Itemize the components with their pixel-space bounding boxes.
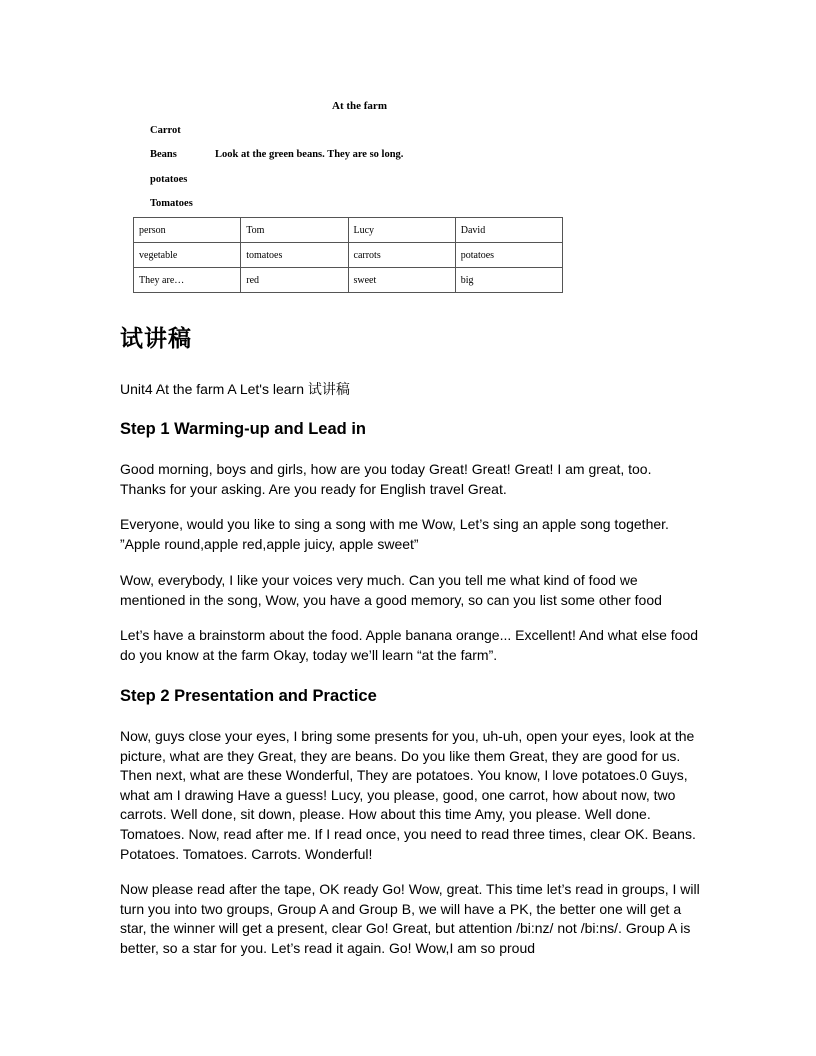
table-cell: red bbox=[241, 268, 348, 293]
paragraph: Now, guys close your eyes, I bring some presents for you, uh-uh, open your eyes, look at the picture, what are they Great, they are beans. Do you like them Great, they are good for us. Then next, what are these Wonderful, They are potatoes. You know, I love potatoes.0 Guys, what am I drawing Have a guess! Lucy, you please, good, one carrot, how about now, two carrots. Well done, sit down, please. How about this time Amy, you please. Well done. Tomatoes. Now, read after me. If I read once, you need to read three times, clear OK. Beans. Potatoes. Tomatoes. Carrots. Wonderful! bbox=[120, 728, 696, 862]
step1-heading: Step 1 Warming-up and Lead in bbox=[120, 420, 366, 438]
worksheet-title: At the farm bbox=[332, 100, 387, 112]
table-cell: vegetable bbox=[134, 243, 241, 268]
step2-heading: Step 2 Presentation and Practice bbox=[120, 687, 377, 705]
paragraph: Let’s have a brainstorm about the food. Apple banana orange... Excellent! And what else food do you know at the farm Okay, today we’ll learn “at the farm”. bbox=[120, 627, 699, 663]
paragraph: Wow, everybody, I like your voices very much. Can you tell me what kind of food we mentioned in the song, Wow, you have a good memory, so can you list some other food bbox=[120, 572, 662, 608]
table-cell: tomatoes bbox=[241, 243, 348, 268]
table-cell: big bbox=[455, 268, 562, 293]
table-cell: Lucy bbox=[348, 218, 455, 243]
vocab-tomatoes: Tomatoes bbox=[150, 198, 193, 209]
table-row bbox=[134, 243, 563, 268]
table-cell: sweet bbox=[348, 268, 455, 293]
paragraph: Now please read after the tape, OK ready Go! Wow, great. This time let’s read in groups, I will turn you into two groups, Group A and Group B, we will have a PK, the better one will get a star, the winner will get a present, clear Go! Great, but attention /bi:nz/ not /bi:ns/. Group A is better, so a star for you. Let’s read it again. Go! Wow,I am so proud bbox=[120, 881, 700, 956]
table-cell: David bbox=[455, 218, 562, 243]
lesson-subtitle: Unit4 At the farm A Let's learn 试讲稿 bbox=[120, 381, 350, 397]
table-cell: potatoes bbox=[455, 243, 562, 268]
paragraph: Everyone, would you like to sing a song with me Wow, Let’s sing an apple song together. ”Apple round,apple red,apple juicy, apple sweet” bbox=[120, 516, 669, 552]
vocab-beans: Beans bbox=[150, 149, 177, 160]
vocab-carrot: Carrot bbox=[150, 125, 181, 136]
beans-sentence: Look at the green beans. They are so long. bbox=[215, 149, 404, 160]
table-cell: They are… bbox=[134, 268, 241, 293]
table-cell: person bbox=[134, 218, 241, 243]
vegetable-table bbox=[133, 217, 563, 293]
table-cell: carrots bbox=[348, 243, 455, 268]
paragraph: Good morning, boys and girls, how are you today Great! Great! Great! I am great, too. Thanks for your asking. Are you ready for English travel Great. bbox=[120, 461, 652, 497]
page-title: 试讲稿 bbox=[120, 325, 192, 351]
vocab-potatoes: potatoes bbox=[150, 174, 188, 185]
table-row bbox=[134, 218, 563, 243]
table-cell: Tom bbox=[241, 218, 348, 243]
table-row bbox=[134, 268, 563, 293]
